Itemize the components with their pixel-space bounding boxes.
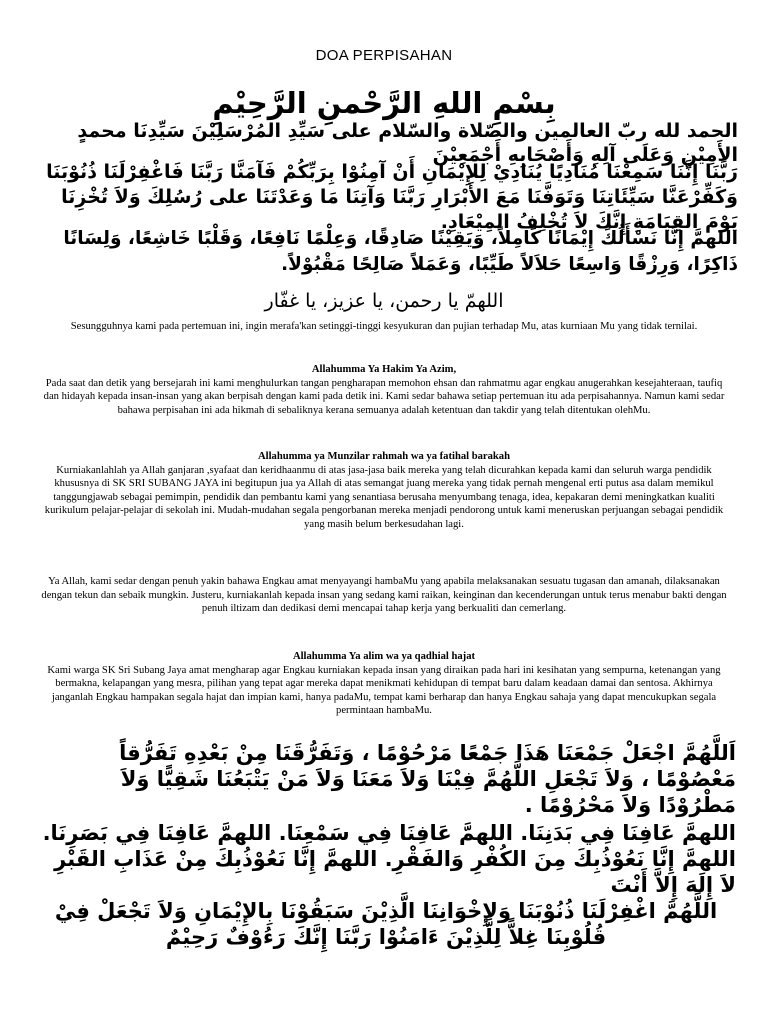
bismillah: بِسْمِ اللهِ الرَّحْمنِ الرَّحِيْمِ: [212, 86, 556, 120]
section-heading: Allahumma Ya Hakim Ya Azim,: [311, 364, 457, 375]
section-hakim-azim: [40, 363, 728, 417]
arabic-closing-afina: اللهمَّ عَافِنَا فِي بَدَنِنَا. اللهمَّ عَافِنَا فِي سَمْعِنَا. اللهمَّ عَافِنَا فِي بَصَرِنَا. اللهمَّ إِنَّا نَعُوْذُبِكَ مِنَ الكُفْرِ وَالفَقْرِ. اللهمَّ إِنَّا نَعُوْذُبِكَ مِنْ عَذَابِ القَبْرِ لاَ إِلَهَ إِلاَّ أَنْتَ: [42, 821, 736, 897]
section-qadhial-hajat: [40, 650, 728, 718]
section-heading: Allahumma ya Munzilar rahmah wa ya fatihal barakah: [257, 451, 510, 462]
intro-text: Sesungguhnya kami pada pertemuan ini, ingin merafa'kan setinggi-tinggi kesyukuran dan pujian terhadap Mu, atas kurniaan Mu yang tidak ternilai.: [70, 321, 698, 332]
arabic-opening-rabbana: رَبَّنَا إِنَّنَا سَمِعْنَا مُنَادِيًا يُنَادِيْ لِلإِيْمَانِ أَنْ آمِنُوْا بِرَبِّكُمْ فَآمَنَّا رَبَّنَا فَاغْفِرْلَنَا ذُنُوْبَنَا وَكَفِّرْعَنَّا سَيِّئَاتِنَا وَتَوَفَّنَا مَعَ الأَبْرَارِ رَبَّنَا وَآتِنَا مَا وَعَدْتَنَا على رُسُلِكَ وَلاَ تُخْزِنَا يَوْمَ القِيَامَةِ إِنَّكَ لاَ تُخْلِفُ المِيْعَادِ.: [46, 161, 738, 233]
section-body: Kurniakanlahlah ya Allah ganjaran ,syafaat dan keridhaanmu di atas jasa-jasa baik mereka yang telah dicurahkan kepada kami dan seluruh warga pendidik khususnya di SK SRI SUBANG JAYA ini begitupun jua ya Allah di atas semangat juang mereka yang tidak pernah mengenal erti putus asa dalam memikul tanggungjawab sebagai pemimpin, pendidik dan pembantu kami yang senantiasa berusaha menyumbang tenaga, idea, kepakaran demi meningkatkan kualiti kurikulum pelajar-pelajar di sekolah ini. Mudah-mudahan segala pengorbanan mereka menjadi pendorong untuk kami meneruskan perjuangan sebagai pendidik yang masih belum berkesudahan lagi.: [44, 464, 724, 530]
section-heading: Allahumma Ya alim wa ya qadhial hajat: [292, 651, 476, 662]
section-ya-allah: [40, 575, 728, 616]
arabic-asma: اللهمّ يا رحمن، يا عزيز، يا غفّار: [264, 290, 504, 312]
arabic-opening-praise: الحمد لله ربّ العالمين والصّلاة والسّلام على سَيِّدِ المُرْسَلِيْنَ سَيِّدِنَا محمدٍ الأَمِيْنِ وَعَلَى آلِهِ وَأَصْحَابِهِ أَجْمَعِيْنَ: [77, 120, 738, 166]
arabic-opening-allahumma: اللهمَّ إِنَّا نَسْأَلُكَ إِيْمَانًا كَامِلاً، وَيَقِيْنًا صَادِقًا، وَعِلْمًا نَافِعًا، وَقَلْبًا خَاشِعًا، وَلِسَانًا ذَاكِرًا، وَرِزْقًا وَاسِعًا حَلاَلاً طَيِّبًا، وَعَمَلاً صَالِحًا مَقْبُوْلاً.: [63, 228, 738, 275]
section-munzilar-rahmah: [40, 450, 728, 531]
section-body: Pada saat dan detik yang bersejarah ini kami menghulurkan tangan pengharapan memohon ehsan dan rahmatmu agar engkau anugerahkan kesejahteraan, taufiq dan hidayah kepada insan-insan yang akan berpisah dengan kami pada detik ini. Kami sedar bahawa setiap pertemuan itu ada perpisahannya. Namun kami sedar bahawa perpisahan ini ada hikmah di sebaliknya kerana semuanya adalah ketentuan dan takdir yang telah ditentukan olehMu.: [43, 377, 725, 416]
section-body: Ya Allah, kami sedar dengan penuh yakin bahawa Engkau amat menyayangi hambaMu yang apabila melaksanakan sesuatu tugasan dan amanah, dilaksanakan dengan tekun dan sebaik mungkin. Justeru, kurniakanlah kepada insan yang sedang kami raikan, keinginan dan kecenderungan untuk terus menabur bakti dengan penuh iltizam dan dedikasi demi mencapai tahap kerja yang berkualiti dan cemerlang.: [41, 576, 727, 614]
intro-paragraph: [40, 320, 728, 334]
section-body: Kami warga SK Sri Subang Jaya amat mengharap agar Engkau kurniakan kepada insan yang diraikan pada hari ini kesihatan yang sempurna, ketenangan yang bermakna, kelapangan yang mesra, pilihan yang tepat agar mereka dapat menikmati kehidupan di tempat baru dalam keadaan damai dan sentosa. Akhirnya janganlah Engkau hampakan segala hajat dan impian kami, hanya padaMu, tempat kami berharap dan hanya Engkau sahaja yang dapat mencukupkan segala permintaan hambaMu.: [47, 664, 721, 716]
document-title: DOA PERPISAHAN: [315, 47, 453, 64]
arabic-closing-ighfirlana: اللَّهُمَّ اغْفِرْلَنَا ذُنُوْبَنَا وَلإِخْوَانِنَا الَّذِيْنَ سَبَقُوْنَا بِالإِيْمَانِ وَلاَ تَجْعَلْ فِيْ قُلُوْبِنَا غِلاًّ لِلَّذِيْنَ ءَامَنُوْا رَبَّنَا إِنَّكَ رَءُوْفٌ رَحِيْمٌ: [54, 899, 718, 949]
arabic-closing-jamaana: اَللَّهُمَّ اجْعَلْ جَمْعَنَا هَذَا جَمْعًا مَرْحُوْمًا ، وَتَفَرُّقَنَا مِنْ بَعْدِهِ تَفَرُّقاً مَعْصُوْمًا ، وَلاَ تَجْعَلِ اللَّهُمَّ فِيْنَا وَلاَ مَعَنَا وَلاَ مَنْ يَتْبَعُنَا شَقِيًّا وَلاَ مَطْرُوْدًا وَلاَ مَحْرُوْمًا .: [119, 741, 736, 817]
